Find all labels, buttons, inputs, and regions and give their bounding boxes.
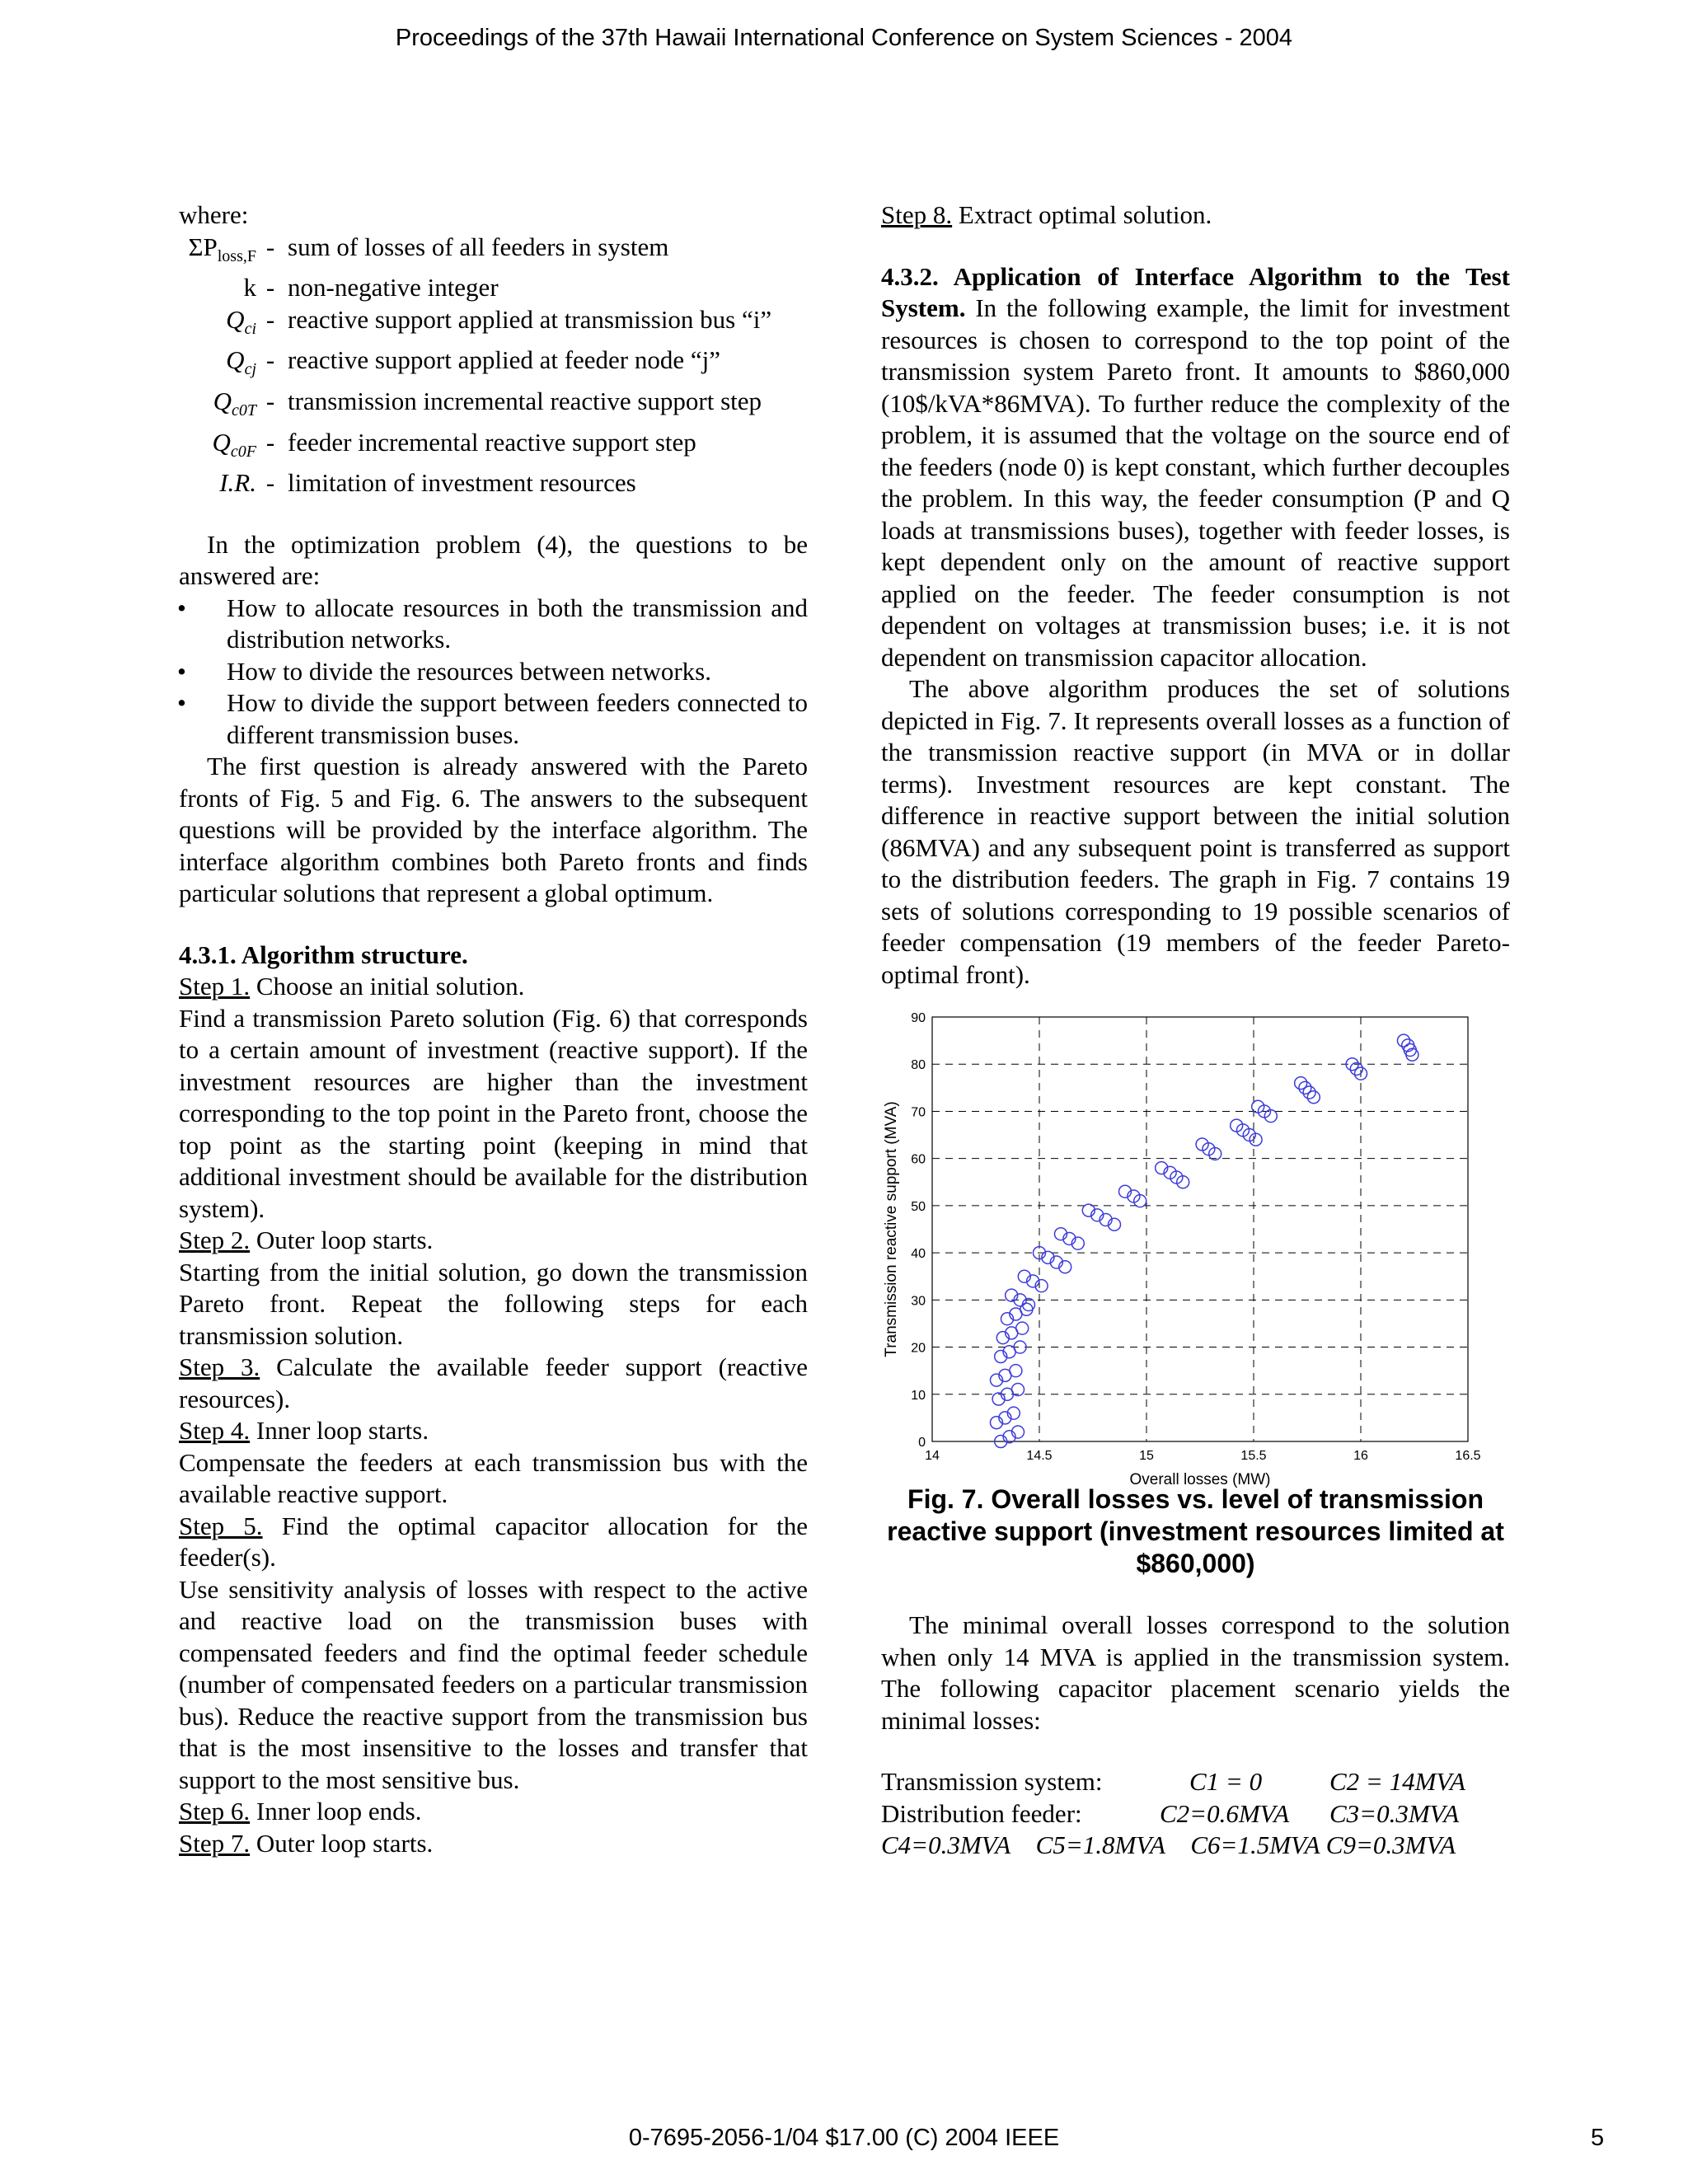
where-item: $Q_{ci}$ - reactive support applied at transmission bus “i”	[226, 304, 772, 338]
y-tick-label: 50	[911, 1199, 926, 1214]
footer: 0-7695-2056-1/04 $17.00 (C) 2004 IEEE	[628, 2125, 1060, 2151]
step-5-body: Use sensitivity analysis of losses with respect to the active and reactive load on the transmission buses with compensated feeders and find the optimal feeder schedule (number of compensated feeders on a particular transmission bus). Reduce the reactive support from the transmission bus that is the most insensitive to the losses and transfer that support to the most sensitive bus.	[179, 1574, 808, 1794]
y-tick-label: 40	[911, 1247, 926, 1262]
step-2-body: Starting from the initial solution, go down the transmission Pareto front. Repeat the following steps for each transmission solution.	[179, 1257, 808, 1350]
y-tick-label: 60	[911, 1152, 926, 1167]
x-tick-label: 15	[1139, 1449, 1154, 1463]
paragraph: The minimal overall losses correspond to the solution when only 14 MVA is applied in the transmission system. The following capacitor placement scenario yields the minimal losses:	[881, 1610, 1510, 1735]
distribution-feeder-row-2	[881, 1830, 1510, 1862]
step-1: Step 1. Choose an initial solution.	[179, 972, 525, 1001]
transmission-label: Transmission system:	[881, 1767, 1103, 1796]
paragraph: In the optimization problem (4), the questions to be answered are:	[179, 529, 808, 591]
step-1-body: Find a transmission Pareto solution (Fig. 6) that corresponds to a certain amount of investment (reactive support). If the investment resources are higher than the investment corresponding to the top point in the Pareto front, choose the top point as the starting point (keeping in mind that additional investment should be available for the distribution system).	[179, 1003, 808, 1223]
where-label: where:	[179, 200, 249, 229]
page-number: 5	[1591, 2125, 1605, 2151]
y-tick-label: 10	[911, 1388, 926, 1403]
step-3: Step 3. Calculate the available feeder support (reactive resources).	[179, 1352, 808, 1413]
bullet-list	[179, 593, 808, 752]
paragraph: The first question is already answered with the Pareto fronts of Fig. 5 and Fig. 6. The answers to the subsequent questions will be provided by the interface algorithm. The interface algorithm combines both Pareto fronts and finds particular solutions that represent a global optimum.	[179, 752, 808, 908]
section-heading: 4.3.1. Algorithm structure.	[179, 940, 468, 969]
distribution-feeder-row	[881, 1798, 1510, 1830]
where-item: $Q_{c0F}$ - feeder incremental reactive support step	[212, 427, 696, 461]
transmission-c1: C1 = 0	[1189, 1767, 1263, 1796]
bullet-item: • How to divide the resources between networks.	[177, 656, 711, 686]
where-item: $Q_{cj}$ - reactive support applied at feeder node “j”	[226, 345, 721, 379]
step-8: Step 8. Extract optimal solution.	[881, 200, 1212, 229]
running-header: Proceedings of the 37th Hawaii International Conference on System Sciences - 2004	[395, 25, 1293, 51]
figure-7-chart	[881, 1009, 1510, 1488]
distribution-c2: C2=0.6MVA	[1160, 1798, 1290, 1828]
step-4: Step 4. Inner loop starts.	[179, 1416, 429, 1446]
x-tick-label: 15.5	[1240, 1449, 1267, 1463]
x-tick-label: 14.5	[1026, 1449, 1053, 1463]
where-item: $Q_{c0T}$ - transmission incremental reactive support step	[213, 387, 762, 420]
distribution-label: Distribution feeder:	[881, 1798, 1082, 1828]
scatter-plot	[881, 1009, 1510, 1488]
where-item: $\Sigma P_{loss,F}$ - sum of losses of all feeders in system	[188, 232, 669, 265]
x-axis-label: Overall losses (MW)	[1129, 1471, 1271, 1488]
distribution-caps: C4=0.3MVA C5=1.8MVA C6=1.5MVA C9=0.3MVA	[881, 1830, 1456, 1859]
distribution-c3: C3=0.3MVA	[1329, 1798, 1460, 1828]
right-column	[881, 199, 1510, 1862]
y-tick-label: 20	[911, 1341, 926, 1356]
y-tick-label: 30	[911, 1294, 926, 1309]
where-item: k - non-negative integer	[243, 273, 499, 302]
x-tick-label: 16.5	[1455, 1449, 1481, 1463]
y-tick-label: 90	[911, 1011, 926, 1025]
section-paragraph: 4.3.2. Application of Interface Algorithm to the Test System. In the following example, the limit for investment resources is chosen to correspond to the top point of the transmission system Pareto front. It amounts to $860,000 (10$/kVA*86MVA). To further reduce the complexity of the problem, it is assumed that the voltage on the source end of the feeders (node 0) is kept constant, which further decouples the problem. In this way, the feeder consumption (P and Q loads at transmissions buses), together with feeder losses, is kept dependent only on the amount of reactive support applied on the feeder. The feeder consumption is not dependent on voltages at transmission buses; i.e. it is not dependent on transmission capacitor allocation.	[881, 261, 1510, 672]
y-tick-label: 0	[918, 1436, 926, 1450]
y-tick-label: 70	[911, 1105, 926, 1120]
x-tick-label: 14	[925, 1449, 940, 1463]
where-item: I.R. - limitation of investment resources	[219, 468, 636, 498]
step-4-body: Compensate the feeders at each transmission bus with the available reactive support.	[179, 1447, 808, 1509]
left-column	[179, 199, 808, 1859]
plot-area	[932, 1017, 1468, 1441]
x-tick-label: 16	[1353, 1449, 1368, 1463]
transmission-system-row	[881, 1766, 1510, 1798]
bullet-item: • How to allocate resources in both the transmission and distribution networks.	[177, 593, 808, 654]
paragraph: The above algorithm produces the set of solutions depicted in Fig. 7. It represents overall losses as a function of the transmission reactive support (in MVA or in dollar terms). Investment resources are kept constant. The difference in reactive support between the initial solution (86MVA) and any subsequent point is transferred as support to the distribution feeders. The graph in Fig. 7 contains 19 sets of solutions corresponding to 19 possible scenarios of feeder compensation (19 members of the feeder Pareto-optimal front).	[881, 674, 1510, 989]
bullet-item: • How to divide the support between feeders connected to different transmission buses.	[177, 688, 808, 749]
step-6: Step 6. Inner loop ends.	[179, 1797, 422, 1826]
where-list	[179, 232, 808, 499]
step-2: Step 2. Outer loop starts.	[179, 1226, 434, 1255]
step-7: Step 7. Outer loop starts.	[179, 1828, 434, 1858]
transmission-c2: C2 = 14MVA	[1329, 1767, 1465, 1796]
y-axis-label: Transmission reactive support (MVA)	[883, 1101, 900, 1357]
figure-caption: Fig. 7. Overall losses vs. level of transmission reactive support (investment resources limited at $860,000)	[887, 1484, 1504, 1578]
y-tick-label: 80	[911, 1058, 926, 1073]
section-heading: 4.3.2. Application of Interface Algorithm to the Test System.	[881, 261, 1510, 322]
step-5: Step 5. Find the optimal capacitor allocation for the feeder(s).	[179, 1511, 808, 1572]
